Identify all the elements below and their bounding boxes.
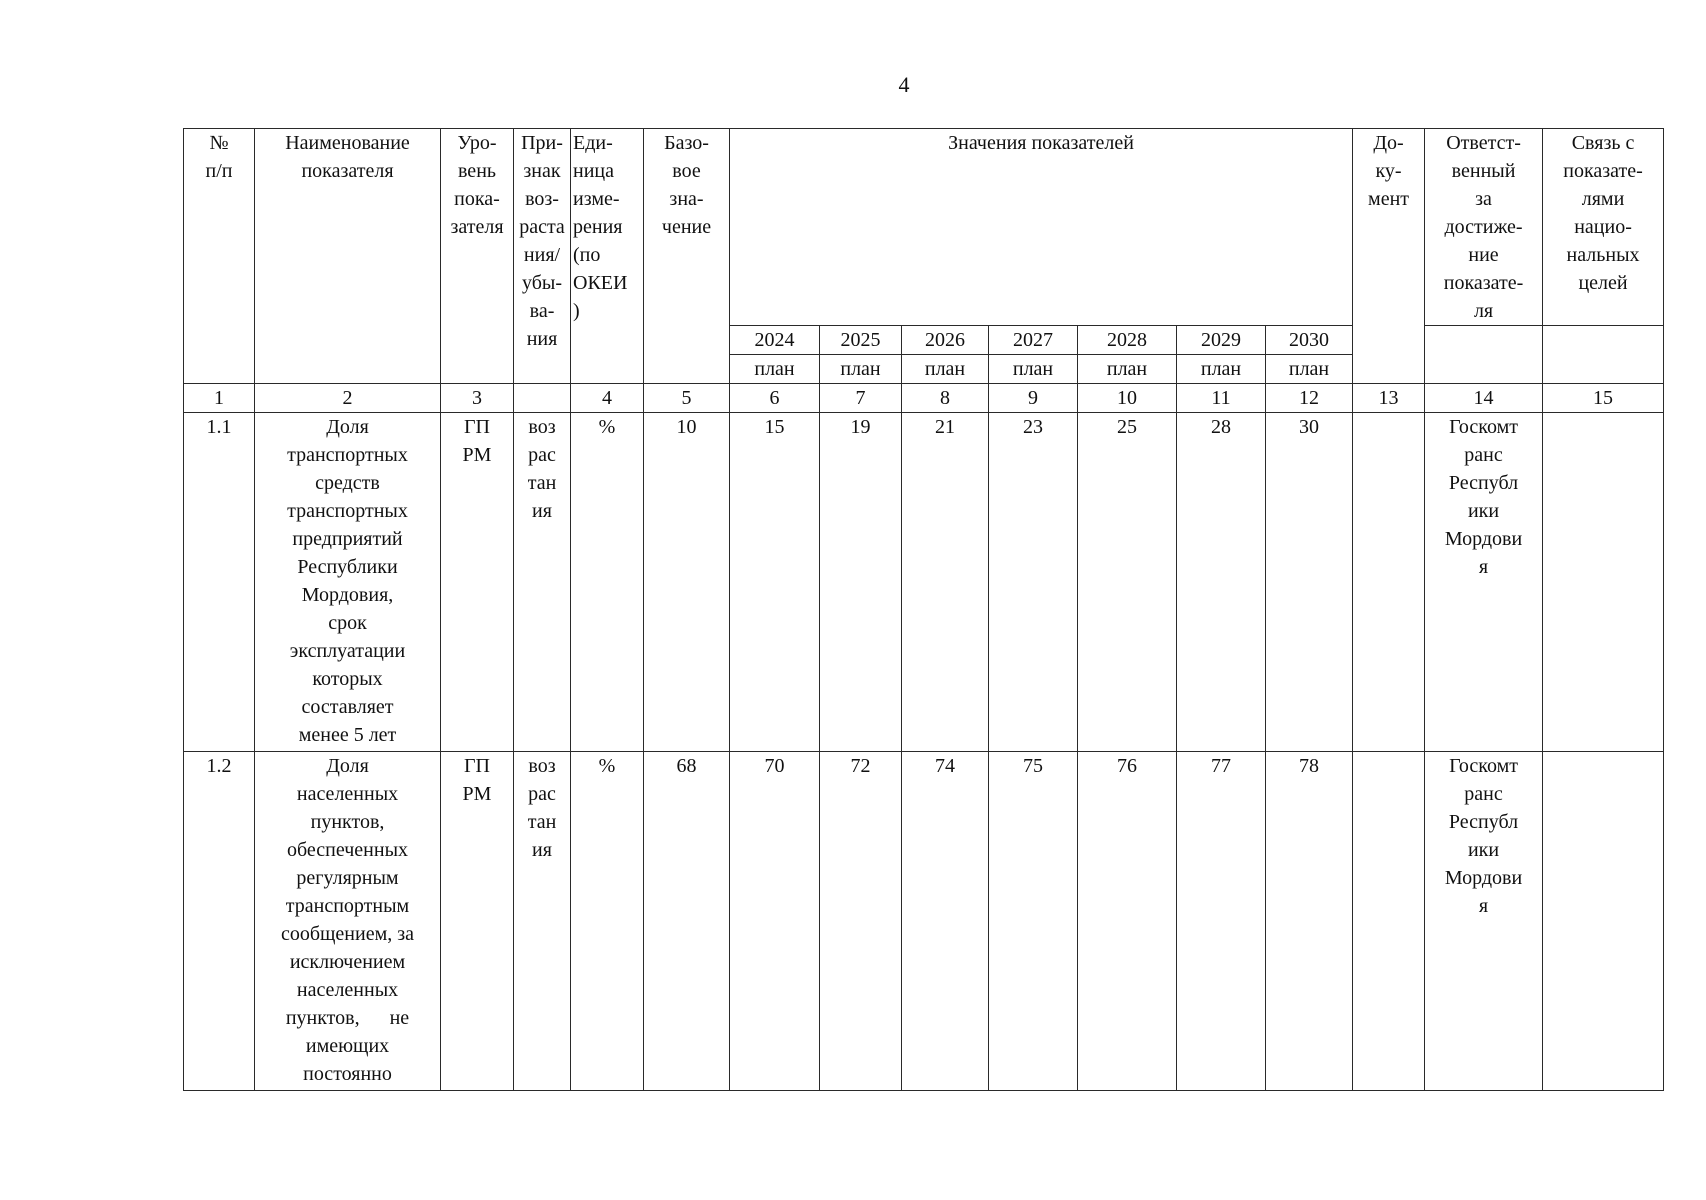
column-number: 14 — [1425, 384, 1543, 413]
year-2025: 2025 — [820, 326, 902, 355]
indicator-trend: воз рас тан ия — [514, 752, 571, 1091]
plan-label: план — [989, 355, 1078, 384]
plan-label: план — [902, 355, 989, 384]
value-2024: 70 — [730, 752, 820, 1091]
value-2027: 75 — [989, 752, 1078, 1091]
indicator-responsible: Госкомт ранс Республ ики Мордови я — [1425, 413, 1543, 752]
indicator-responsible: Госкомт ранс Республ ики Мордови я — [1425, 752, 1543, 1091]
indicator-base: 68 — [644, 752, 730, 1091]
header-responsible: Ответст- венный за достиже- ние показате- ля — [1425, 129, 1543, 326]
value-2029: 77 — [1177, 752, 1266, 1091]
plan-label: план — [1177, 355, 1266, 384]
year-2028: 2028 — [1078, 326, 1177, 355]
header-unit: Еди- ница изме- рения (по ОКЕИ ) — [571, 129, 644, 384]
value-2030: 30 — [1266, 413, 1353, 752]
column-number: 13 — [1353, 384, 1425, 413]
header-values-title: Значения показателей — [730, 129, 1353, 326]
indicator-name: Доля транспортных средств транспортных предприятий Республики Мордовия, срок эксплуатации которых составляет менее 5 лет — [255, 413, 441, 752]
indicator-document — [1353, 413, 1425, 752]
indicator-unit: % — [571, 752, 644, 1091]
column-number: 8 — [902, 384, 989, 413]
column-number: 7 — [820, 384, 902, 413]
table-row — [184, 752, 1664, 1091]
column-number: 4 — [571, 384, 644, 413]
column-numbers-row — [184, 384, 1664, 413]
header-row — [184, 129, 1664, 326]
plan-label: план — [1266, 355, 1353, 384]
indicator-name: Доля населенных пунктов, обеспеченных регулярным транспортным сообщением, за исключением населенных пунктов, не имеющих постоянно — [255, 752, 441, 1091]
header-base: Базо- вое зна- чение — [644, 129, 730, 384]
column-number: 15 — [1543, 384, 1664, 413]
column-number — [514, 384, 571, 413]
year-2024: 2024 — [730, 326, 820, 355]
value-2030: 78 — [1266, 752, 1353, 1091]
indicator-link — [1543, 413, 1664, 752]
value-2029: 28 — [1177, 413, 1266, 752]
column-number: 1 — [184, 384, 255, 413]
column-number: 12 — [1266, 384, 1353, 413]
value-2028: 25 — [1078, 413, 1177, 752]
indicator-level: ГП РМ — [441, 413, 514, 752]
column-number: 6 — [730, 384, 820, 413]
header-responsible-blank — [1425, 326, 1543, 384]
column-number: 11 — [1177, 384, 1266, 413]
header-name: Наименование показателя — [255, 129, 441, 384]
indicator-unit: % — [571, 413, 644, 752]
header-level: Уро- вень пока- зателя — [441, 129, 514, 384]
header-document: До- ку- мент — [1353, 129, 1425, 384]
indicator-level: ГП РМ — [441, 752, 514, 1091]
value-2028: 76 — [1078, 752, 1177, 1091]
value-2025: 19 — [820, 413, 902, 752]
column-number: 10 — [1078, 384, 1177, 413]
indicator-link — [1543, 752, 1664, 1091]
column-number: 9 — [989, 384, 1078, 413]
table-row — [184, 413, 1664, 752]
header-num: № п/п — [184, 129, 255, 384]
value-2027: 23 — [989, 413, 1078, 752]
header-link-blank — [1543, 326, 1664, 384]
page-number: 4 — [898, 72, 910, 97]
indicators-table — [183, 128, 1664, 1091]
indicator-document — [1353, 752, 1425, 1091]
plan-label: план — [1078, 355, 1177, 384]
value-2025: 72 — [820, 752, 902, 1091]
row-number: 1.1 — [184, 413, 255, 752]
plan-label: план — [730, 355, 820, 384]
value-2024: 15 — [730, 413, 820, 752]
value-2026: 21 — [902, 413, 989, 752]
header-link: Связь с показате- лями нацио- нальных целей — [1543, 129, 1664, 326]
indicator-base: 10 — [644, 413, 730, 752]
year-2027: 2027 — [989, 326, 1078, 355]
header-trend: При- знак воз- раста ния/ убы- ва- ния — [514, 129, 571, 384]
year-2030: 2030 — [1266, 326, 1353, 355]
indicator-trend: воз рас тан ия — [514, 413, 571, 752]
value-2026: 74 — [902, 752, 989, 1091]
year-2029: 2029 — [1177, 326, 1266, 355]
plan-label: план — [820, 355, 902, 384]
column-number: 5 — [644, 384, 730, 413]
year-2026: 2026 — [902, 326, 989, 355]
row-number: 1.2 — [184, 752, 255, 1091]
column-number: 3 — [441, 384, 514, 413]
column-number: 2 — [255, 384, 441, 413]
